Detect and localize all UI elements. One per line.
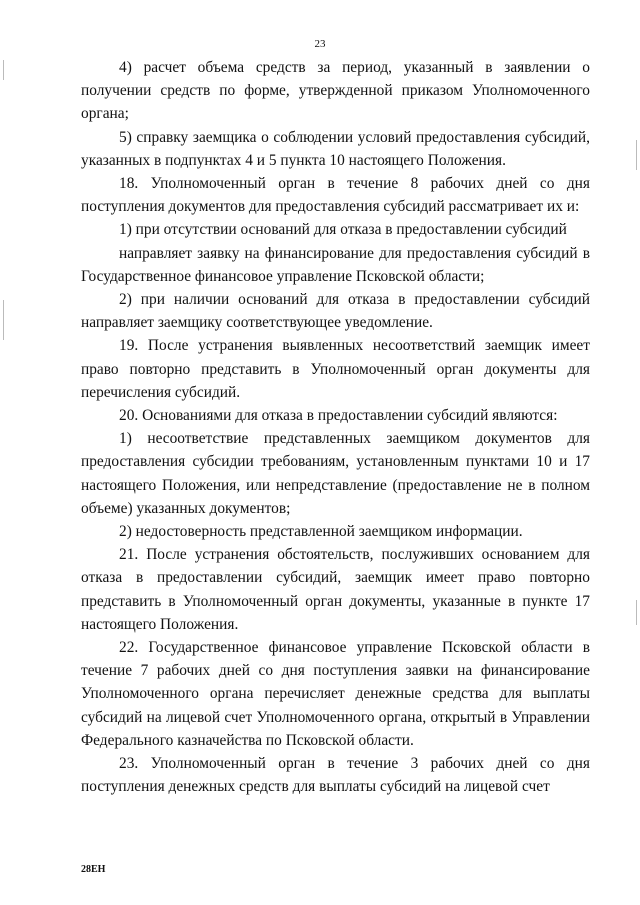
scan-margin-mark xyxy=(636,140,637,170)
scan-margin-mark xyxy=(3,300,4,340)
scan-margin-mark xyxy=(636,600,637,625)
paragraph: 23. Уполномоченный орган в течение 3 рабочих дней со дня поступления денежных средств для выплаты субсидий на лицевой счет xyxy=(81,755,590,796)
paragraph: 2) недостоверность представленной заемщиком информации. xyxy=(119,523,523,541)
paragraph: 20. Основаниями для отказа в предоставлении субсидий являются: xyxy=(119,407,558,425)
paragraph: 21. После устранения обстоятельств, послуживших основанием для отказа в предоставлении субсидий, заемщик имеет право повторно представить в Уполномоченный орган документы, указанные в пункте 17 настоящего Положения. xyxy=(81,546,590,633)
paragraph: 5) справку заемщика о соблюдении условий предоставления субсидий, указанных в подпунктах 4 и 5 пункта 10 настоящего Положения. xyxy=(81,128,590,169)
paragraph: 2) при наличии оснований для отказа в предоставлении субсидий направляет заемщику соответствующее уведомление. xyxy=(81,291,590,332)
paragraph: 22. Государственное финансовое управление Псковской области в течение 7 рабочих дней со дня поступления заявки на финансирование Уполномоченного органа перечисляет денежные средства для выплаты субсидий на лицевой счет Уполномоченного органа, открытый в Управлении Федерального казначейства по Псковской области. xyxy=(81,639,590,749)
paragraph: 18. Уполномоченный орган в течение 8 рабочих дней со дня поступления документов для предоставления субсидий рассматривает их и: xyxy=(81,175,590,216)
paragraph: 19. После устранения выявленных несоответствий заемщик имеет право повторно представить в Уполномоченный орган документы для перечисления субсидий. xyxy=(81,337,590,401)
footer-code: 28EH xyxy=(81,864,106,875)
scan-margin-mark xyxy=(3,60,4,80)
paragraph: 1) при отсутствии оснований для отказа в предоставлении субсидий xyxy=(119,221,567,239)
document-body xyxy=(81,56,590,799)
page-number: 23 xyxy=(314,38,326,50)
paragraph: 1) несоответствие представленных заемщиком документов для предоставления субсидии требованиям, установленным пунктами 10 и 17 настоящего Положения, или непредставление (предоставление не в полном объеме) указанных документов; xyxy=(81,430,590,517)
paragraph: направляет заявку на финансирование для предоставления субсидий в Государственное финансовое управление Псковской области; xyxy=(81,244,590,285)
paragraph: 4) расчет объема средств за период, указанный в заявлении о получении средств по форме, утвержденной приказом Уполномоченного органа; xyxy=(81,59,590,123)
